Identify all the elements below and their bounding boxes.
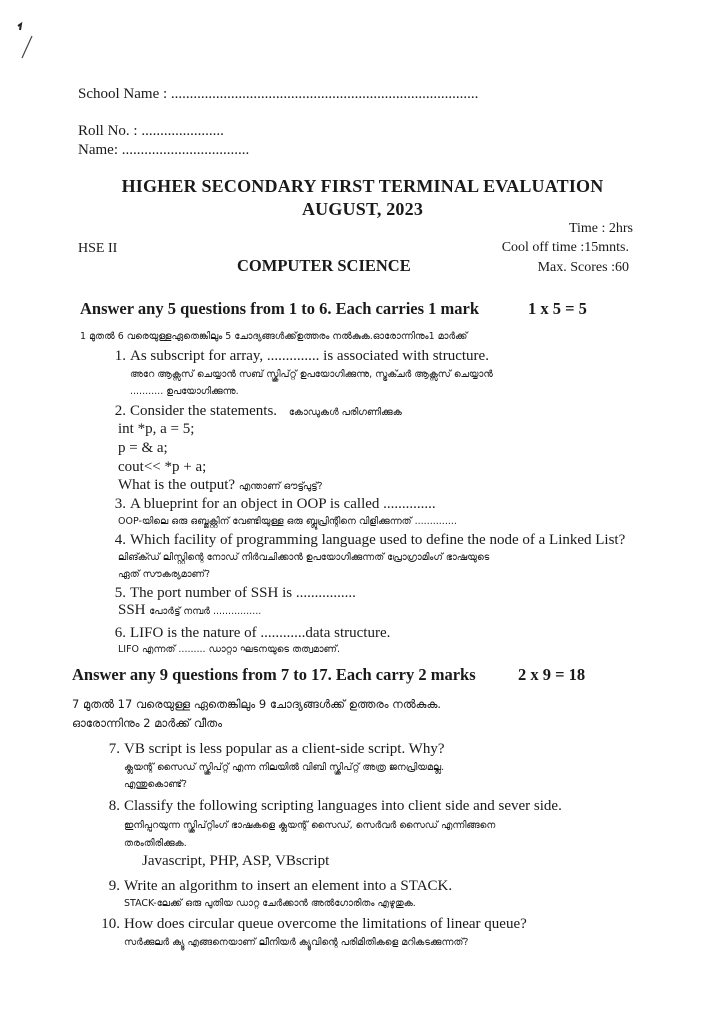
question-number: 6. (114, 625, 126, 641)
question-text: A blueprint for an object in OOP is called .............. (130, 496, 436, 512)
ssh-port-ml: പോർട്ട് നമ്പർ ................ (149, 606, 262, 617)
question-4-ml-line1: ലിങ്ക്ഡ് ലിസ്റ്റിന്റെ നോഡ് നിർവചിക്കാൻ ഉപയോഗിക്കുന്നത് പ്രോഗ്രാമിംഗ് ഭാഷയുടെ (118, 552, 490, 563)
question-number: 1. (114, 348, 126, 364)
question-10 (94, 916, 527, 933)
question-number: 7. (108, 741, 120, 757)
time-info: Time : 2hrs (568, 221, 633, 236)
max-scores-info: Max. Scores :60 (537, 260, 629, 275)
question-2-output (118, 477, 323, 494)
question-4-ml-line2: ഏത് സൗകര്യമാണ്? (118, 569, 211, 580)
question-number: 10. (101, 916, 120, 932)
question-text: VB script is less popular as a client-side script. Why? (124, 741, 445, 757)
question-9-ml: STACK-ലേക്ക് ഒരു പുതിയ ഡാറ്റ ചേർക്കാൻ അൽഗോരിതം എഴുതുക. (124, 898, 416, 909)
question-text: Classify the following scripting languages into client side and sever side. (124, 798, 562, 814)
question-7-ml-line1: ക്ലയന്റ് സൈഡ് സ്ക്രിപ്റ്റ് എന്ന നിലയിൽ വിബി സ്ക്രിപ്റ്റ് അത്ര ജനപ്രിയമല്ല. (124, 762, 445, 773)
school-name-field (78, 86, 478, 103)
question-number: 8. (108, 798, 120, 814)
cool-off-info: Cool off time :15mnts. (501, 240, 629, 255)
question-1-ml-line2: ........... ഉപയോഗിക്കുന്നു. (130, 386, 239, 397)
question-6 (100, 625, 390, 642)
question-number: 5. (114, 585, 126, 601)
question-text: The port number of SSH is ................ (130, 585, 356, 601)
output-question-ml: എന്താണ് ഔട്ട്പുട്ട്? (238, 481, 323, 492)
question-8-ml-line1: ഇനിപ്പറയുന്ന സ്ക്രിപ്റ്റിംഗ് ഭാഷകളെ ക്ലയന്റ് സൈഡ്, സെർവർ സൈഡ് എന്നിങ്ങനെ (124, 820, 496, 831)
question-4 (100, 532, 625, 549)
name-label: Name: (78, 142, 118, 158)
question-text: Write an algorithm to insert an element into a STACK. (124, 878, 453, 894)
pen-mark (14, 18, 44, 66)
exam-title: HIGHER SECONDARY FIRST TERMINAL EVALUATION (121, 176, 604, 196)
question-9 (94, 878, 452, 895)
question-3-ml: OOP-യിലെ ഒരു ഒബ്ജക്റ്റിന് വേണ്ടിയുള്ള ഒരു ബ്ലൂപ്രിന്റിനെ വിളിക്കുന്നത് .............. (118, 516, 457, 527)
question-7 (94, 741, 445, 758)
question-2-ml: കോഡുകൾ പരിഗണിക്കുക (288, 407, 402, 418)
roll-no-field (78, 123, 224, 140)
section2-heading: Answer any 9 questions from 7 to 17. Each carry 2 marks (72, 665, 476, 684)
school-name-label: School Name : (78, 86, 168, 102)
question-5 (100, 585, 356, 602)
question-2 (100, 403, 402, 420)
ssh-label: SSH (118, 602, 146, 618)
school-name-blank: .................................................................................. (170, 86, 479, 102)
section1-instruction-ml: 1 മുതൽ 6 വരെയുള്ളഏതെങ്കിലും 5 ചോദ്യങ്ങൾക്ക്ഉത്തരം നൽകുക.ഓരോന്നിനും1 മാർക്ക് (80, 331, 468, 342)
section2-instruction-ml-line2: ഓരോന്നിനും 2 മാർക്ക് വീതം (72, 716, 223, 730)
roll-no-label: Roll No. : (78, 123, 138, 139)
question-number: 2. (114, 403, 126, 419)
section2-marks: 2 x 9 = 18 (518, 665, 586, 684)
roll-no-blank: ...................... (141, 123, 224, 139)
question-8-language-list: Javascript, PHP, ASP, VBscript (142, 853, 330, 869)
question-8-ml-line2: തരംതിരിക്കുക. (124, 838, 187, 849)
question-text: Which facility of programming language used to define the node of a Linked List? (130, 532, 626, 548)
question-1-ml-line1: അറേ ആക്സസ് ചെയ്യാൻ സബ് സ്ക്രിപ്റ്റ് ഉപയോഗിക്കുന്നു, സ്ട്രക്ചർ ആക്സസ് ചെയ്യാൻ (130, 369, 493, 380)
name-blank: .................................. (121, 142, 250, 158)
code-line-1: int *p, a = 5; (118, 421, 195, 437)
question-8 (94, 798, 562, 815)
question-number: 9. (108, 878, 120, 894)
question-7-ml-line2: എന്തുകൊണ്ട്? (124, 779, 187, 790)
question-5-ml (118, 602, 261, 619)
question-number: 4. (114, 532, 126, 548)
code-line-3: cout<< *p + a; (118, 459, 207, 475)
exam-date: AUGUST, 2023 (301, 199, 424, 219)
code-line-2: p = & a; (118, 440, 168, 456)
section2-instruction-ml-line1: 7 മുതൽ 17 വരെയുള്ള ഏതെങ്കിലും 9 ചോദ്യങ്ങൾക്ക് ഉത്തരം നൽകുക. (72, 697, 442, 711)
question-10-ml: സർക്കുലർ ക്യൂ എങ്ങനെയാണ് ലീനിയർ ക്യൂവിന്റെ പരിമിതികളെ മറികടക്കുന്നത്? (124, 937, 469, 948)
section1-heading: Answer any 5 questions from 1 to 6. Each carries 1 mark (80, 299, 480, 318)
class-label: HSE II (78, 241, 118, 256)
question-text: LIFO is the nature of ............data structure. (130, 625, 391, 641)
question-text: Consider the statements. (130, 403, 278, 419)
question-3 (100, 496, 436, 513)
question-text: How does circular queue overcome the limitations of linear queue? (124, 916, 527, 932)
question-6-ml: LIFO എന്നത് ......... ഡാറ്റാ ഘടനയുടെ തത്വമാണ്. (118, 644, 341, 655)
section1-marks: 1 x 5 = 5 (528, 299, 587, 318)
subject-title: COMPUTER SCIENCE (237, 256, 411, 275)
name-field (78, 142, 249, 159)
question-number: 3. (114, 496, 126, 512)
output-question: What is the output? (118, 477, 236, 493)
question-text: As subscript for array, .............. is associated with structure. (130, 348, 489, 364)
question-1 (100, 348, 489, 365)
